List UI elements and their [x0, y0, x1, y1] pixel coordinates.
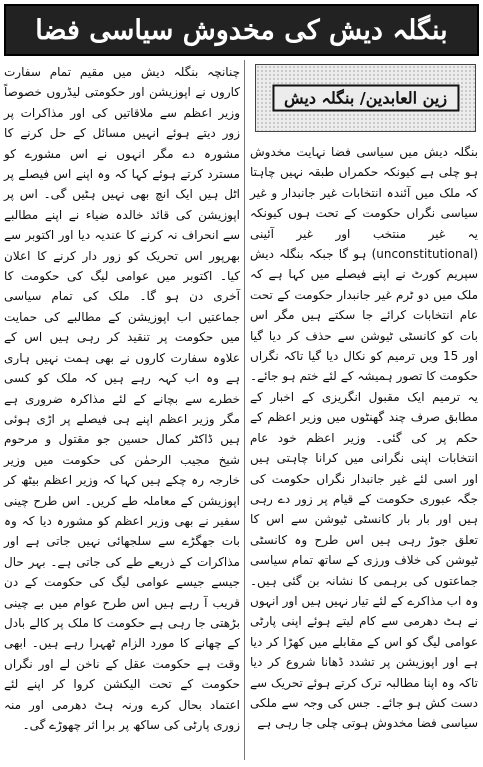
right-column	[250, 142, 478, 734]
left-column	[4, 62, 240, 735]
left-column-text: چنانچہ بنگلہ دیش میں مقیم تمام سفارت کاروں نے اپوزیشن اور حکومتی لیڈروں خصوصاً وزیر اعظم سے ملاقاتیں کی اور مذاکرات پر زور دیتے ہوئے انہیں مسائل کے حل کرنے کا مشورہ دے مگر انہوں نے اس مشورے کو مسترد کرتے ہوئے کہا کہ وہ اپنے اس فیصلے پر اٹل ہیں ایک انچ بھی نہیں ہٹیں گی۔ اس پر اپوزیشن کی قائد خالدہ ضیاء نے اپنے مطالبے سے انحراف نہ کرنے کا عندیہ دیا اور اکتوبر سے بھرپور اس تحریک کو زور دار کرنے کا اعلان کیا۔ اکتوبر میں عوامی لیگ کی حکومت کا آخری دن ہو گا۔ ملک کی تمام سیاسی جماعتیں اب اپوزیشن کے مطالبے کی حمایت میں حکومت پر تنقید کر رہی ہیں اس کے علاوہ سفارت کاروں نے بھی ہمت نہیں ہاری ہے وہ اب کہہ رہے ہیں کہ ملک کو کسی خطرے سے بچانے کے لئے مذاکرہ ضروری ہے مگر وزیر اعظم اپنے ہی فیصلے پر اڑی ہوئی ہیں ڈاکٹر کمال حسین جو مقتول و مرحوم شیخ مجیب الرحمٰن کی حکومت میں وزیر خارجہ رہ چکے ہیں کہا کہ وزیر اعظم بیٹھ کر اپوزیشن کے معاملہ طے کریں۔ اس طرح چینی سفیر نے بھی وزیر اعظم کو مشورہ دیا کہ وہ بات جھگڑے سے سلجھائی نہیں جاتی ہے اور مذاکرات کے ذریعے طے کی جاتی ہے۔ بہر حال جیسے جیسے عوامی لیگ کی حکومت کے دن قریب آ رہے ہیں اس طرح عوام میں بے چینی بڑھتی جا رہی ہے حکومت کا ملک پر کالے بادل کے چھانے کا مورد الزام ٹھہرا رہے ہیں۔ ابھی وقت ہے حکومت عقل کے ناخن لے اور نگراں حکومت کے تحت الیکشن کروا کر اپنے لئے اعتماد بحال کرے ورنہ ہٹ دھرمی اور منہ زوری پارٹی کی ساکھ پر برا اثر چھوڑے گی۔	[4, 65, 240, 732]
column-divider	[244, 60, 245, 760]
headline-banner	[4, 4, 479, 56]
right-column-text: بنگلہ دیش میں سیاسی فضا نہایت مخدوش ہو چلی ہے کیونکہ حکمراں طبقہ نہیں چاہتا کہ ملک میں آئندہ انتخابات غیر جانبدار و غیر سیاسی نگراں حکومت کے تحت ہوں کیونکہ یہ غیر منتخب اور غیر آئینی (unconstitutional) ہو گا جبکہ بنگلہ دیش سپریم کورٹ نے اپنے فیصلے میں کہا ہے کہ ملک میں دو ٹرم غیر جانبدار حکومت کے تحت عام انتخابات کرائے جا سکتے ہیں مگر اس بات کو کانسٹی ٹیوشن سے حذف کر دیا گیا اور 15 ویں ترمیم کو نکال دیا گیا تاکہ نگراں حکومت کا تصور ہمیشہ کے لئے ختم ہو جائے۔ یہ ترمیم ایک مقبول انگریزی کے اخبار کے مطابق صرف چند گھنٹوں میں وزیر اعظم کے حکم پر کی گئی۔ وزیر اعظم خود عام انتخابات اپنی نگرانی میں کرانا چاہتی ہیں اور اسی لئے غیر جانبدار نگراں حکومت کی جگہ عبوری حکومت کے قیام پر زور دے رہی ہیں اور بار بار کانسٹی ٹیوشن سے اس کا تعلق جوڑ رہی ہیں اس طرح وہ کانسٹی ٹیوشن کی خلاف ورزی کے ساتھ تمام سیاسی جماعتوں کی برہمی کا نشانہ بن گئی ہیں۔ وہ اب مذاکرے کے لئے تیار نہیں ہیں اور انہوں نے ہٹ دھرمی سے کام لیتے ہوئے اپنی پارٹی عوامی لیگ کو اس کے مقابلے میں کھڑا کر دیا ہے اور اپوزیشن پر تشدد ڈھانا شروع کر دیا تاکہ وہ اپنا مطالبہ ترک کرتے ہوئے تحریک سے دست کش ہو جائے۔ جس کی وجہ سے ملکی سیاسی فضا مخدوش ہوتی چلی جا رہی ہے	[250, 145, 478, 731]
byline-box	[255, 64, 476, 132]
author-byline: زین العابدین/ بنگلہ دیش	[272, 85, 459, 112]
headline: بنگلہ دیش کی مخدوش سیاسی فضا	[35, 14, 448, 46]
